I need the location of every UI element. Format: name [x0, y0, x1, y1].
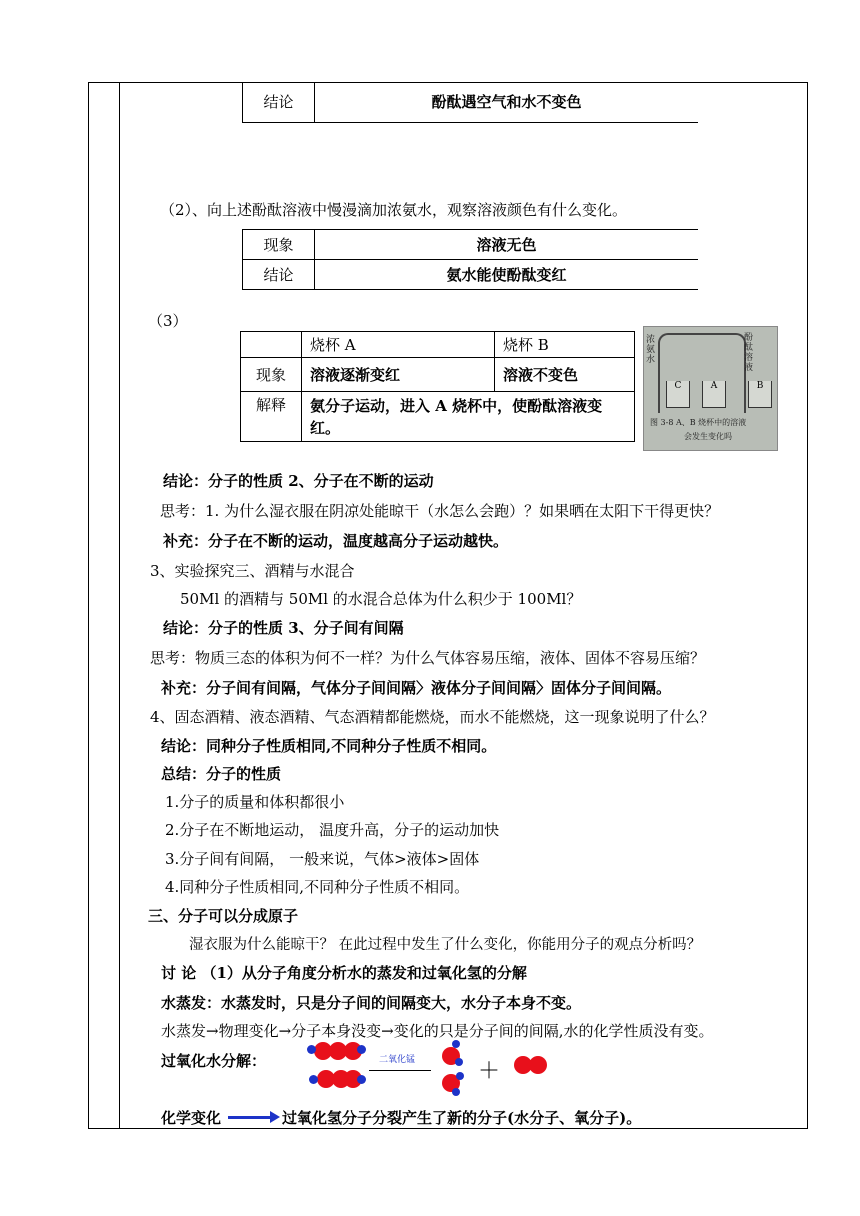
arrow-right-icon [270, 1111, 280, 1123]
observation-table-2 [242, 229, 698, 290]
hydrogen-atom [307, 1045, 316, 1054]
section-3-title: 三、分子可以分成原子 [148, 907, 299, 925]
section-3-question: 湿衣服为什么能晾干？ 在此过程中发生了什么变化，你能用分子的观点分析吗？ [189, 937, 702, 953]
step2-text: （2）、向上述酚酞溶液中慢漫滴加浓氨水，观察溶液颜色有什么变化。 [160, 201, 628, 219]
table1-value: 酚酞遇空气和水不变色 [315, 82, 699, 122]
conclusion-table-1 [242, 82, 698, 123]
step3-label: （3） [148, 312, 188, 330]
supplement-2: 补充：分子间有间隔，气体分子间间隔〉液体分子间间隔〉固体分子间间隔。 [161, 679, 672, 697]
hydrogen-atom [357, 1045, 366, 1054]
conclusion-2: 结论：分子的性质 2、分子在不断的运动 [163, 472, 434, 490]
table3-header-a: 烧杯 A [302, 332, 495, 358]
oxygen-atom [529, 1056, 547, 1074]
beaker-a: A [702, 381, 726, 408]
peroxide-decomposition-label: 过氧化水分解： [161, 1052, 267, 1070]
discussion-1: 讨 论 （1）从分子角度分析水的蒸发和过氧化氢的分解 [161, 964, 527, 982]
summary-title: 总结：分子的性质 [161, 765, 282, 783]
frame-left-border [88, 82, 89, 1129]
supplement-1: 补充：分子在不断的运动，温度越高分子运动越快。 [163, 532, 509, 550]
figure-right-label: 酚酞溶液 [744, 333, 754, 373]
table3-header-b: 烧杯 B [495, 332, 635, 358]
experiment-3: 3、实验探究三、酒精与水混合 [150, 562, 355, 580]
plus-sign: ＋ [478, 1059, 501, 1084]
think-1: 思考：1. 为什么湿衣服在阴凉处能晾干（水怎么会跑）？如果晒在太阳下干得更快？ [160, 502, 720, 520]
beaker-figure [643, 326, 778, 451]
table3-header-empty [241, 332, 302, 358]
arrow-shaft [228, 1116, 272, 1119]
table2-value-2: 氨水能使酚酞变红 [315, 260, 699, 290]
table2-label-2: 结论 [243, 260, 315, 290]
figure-left-label: 浓氨水 [646, 335, 656, 365]
chemical-change-label: 化学变化 [161, 1109, 222, 1127]
conclusion-4: 结论：同种分子性质相同,不同种分子性质不相同。 [161, 737, 497, 755]
hydrogen-atom [455, 1058, 463, 1066]
conclusion-3: 结论：分子的性质 3、分子间有间隔 [163, 619, 404, 637]
summary-item-4: 4.同种分子性质相同,不同种分子性质不相同。 [165, 878, 470, 896]
think-2: 思考：物质三态的体积为何不一样？为什么气体容易压缩，液体、固体不容易压缩？ [150, 649, 706, 667]
summary-item-1: 1.分子的质量和体积都很小 [165, 793, 345, 811]
hydrogen-atom [357, 1075, 366, 1084]
table1-label: 结论 [243, 82, 315, 122]
chemical-change-text: 过氧化氢分子分裂产生了新的分子(水分子、氧分子)。 [282, 1109, 642, 1127]
table3-row2-value: 氨分子运动，进入 A 烧杯中，使酚酞溶液变红。 [302, 392, 635, 442]
figure-caption-1: 图 3-8 A、B 烧杯中的溶液 [650, 418, 747, 427]
beaker-table-3 [240, 331, 635, 442]
table2-value-1: 溶液无色 [315, 230, 699, 260]
hydrogen-atom [456, 1072, 464, 1080]
frame-right-border [807, 82, 808, 1129]
reaction-line [369, 1070, 431, 1071]
frame-column-divider [119, 82, 120, 1129]
beaker-c: C [666, 381, 690, 408]
catalyst-label: 二氧化锰 [379, 1055, 416, 1065]
question-4: 4、固态酒精、液态酒精、气态酒精都能燃烧，而水不能燃烧，这一现象说明了什么？ [150, 708, 715, 726]
frame-bottom-border [88, 1128, 808, 1129]
table3-row1-label: 现象 [241, 358, 302, 392]
table3-row1-a: 溶液逐渐变红 [302, 358, 495, 392]
beaker-b: B [748, 381, 772, 408]
water-evaporation-chain: 水蒸发→物理变化→分子本身没变→变化的只是分子间的间隔,水的化学性质没有变。 [161, 1022, 714, 1040]
hydrogen-atom [452, 1040, 460, 1048]
hydrogen-atom [452, 1088, 460, 1096]
table3-row1-b: 溶液不变色 [495, 358, 635, 392]
summary-item-3: 3.分子间有间隔， 一般来说，气体>液体>固体 [165, 850, 480, 868]
hydrogen-atom [309, 1075, 318, 1084]
table2-label-1: 现象 [243, 230, 315, 260]
experiment-3-question: 50Ml 的酒精与 50Ml 的水混合总体为什么积少于 100Ml？ [180, 590, 582, 608]
summary-item-2: 2.分子在不断地运动， 温度升高，分子的运动加快 [165, 821, 500, 839]
table3-row2-label: 解释 [241, 392, 302, 442]
figure-caption-2: 会发生变化吗 [684, 432, 732, 441]
water-evaporation: 水蒸发：水蒸发时，只是分子间的间隔变大，水分子本身不变。 [161, 994, 582, 1012]
